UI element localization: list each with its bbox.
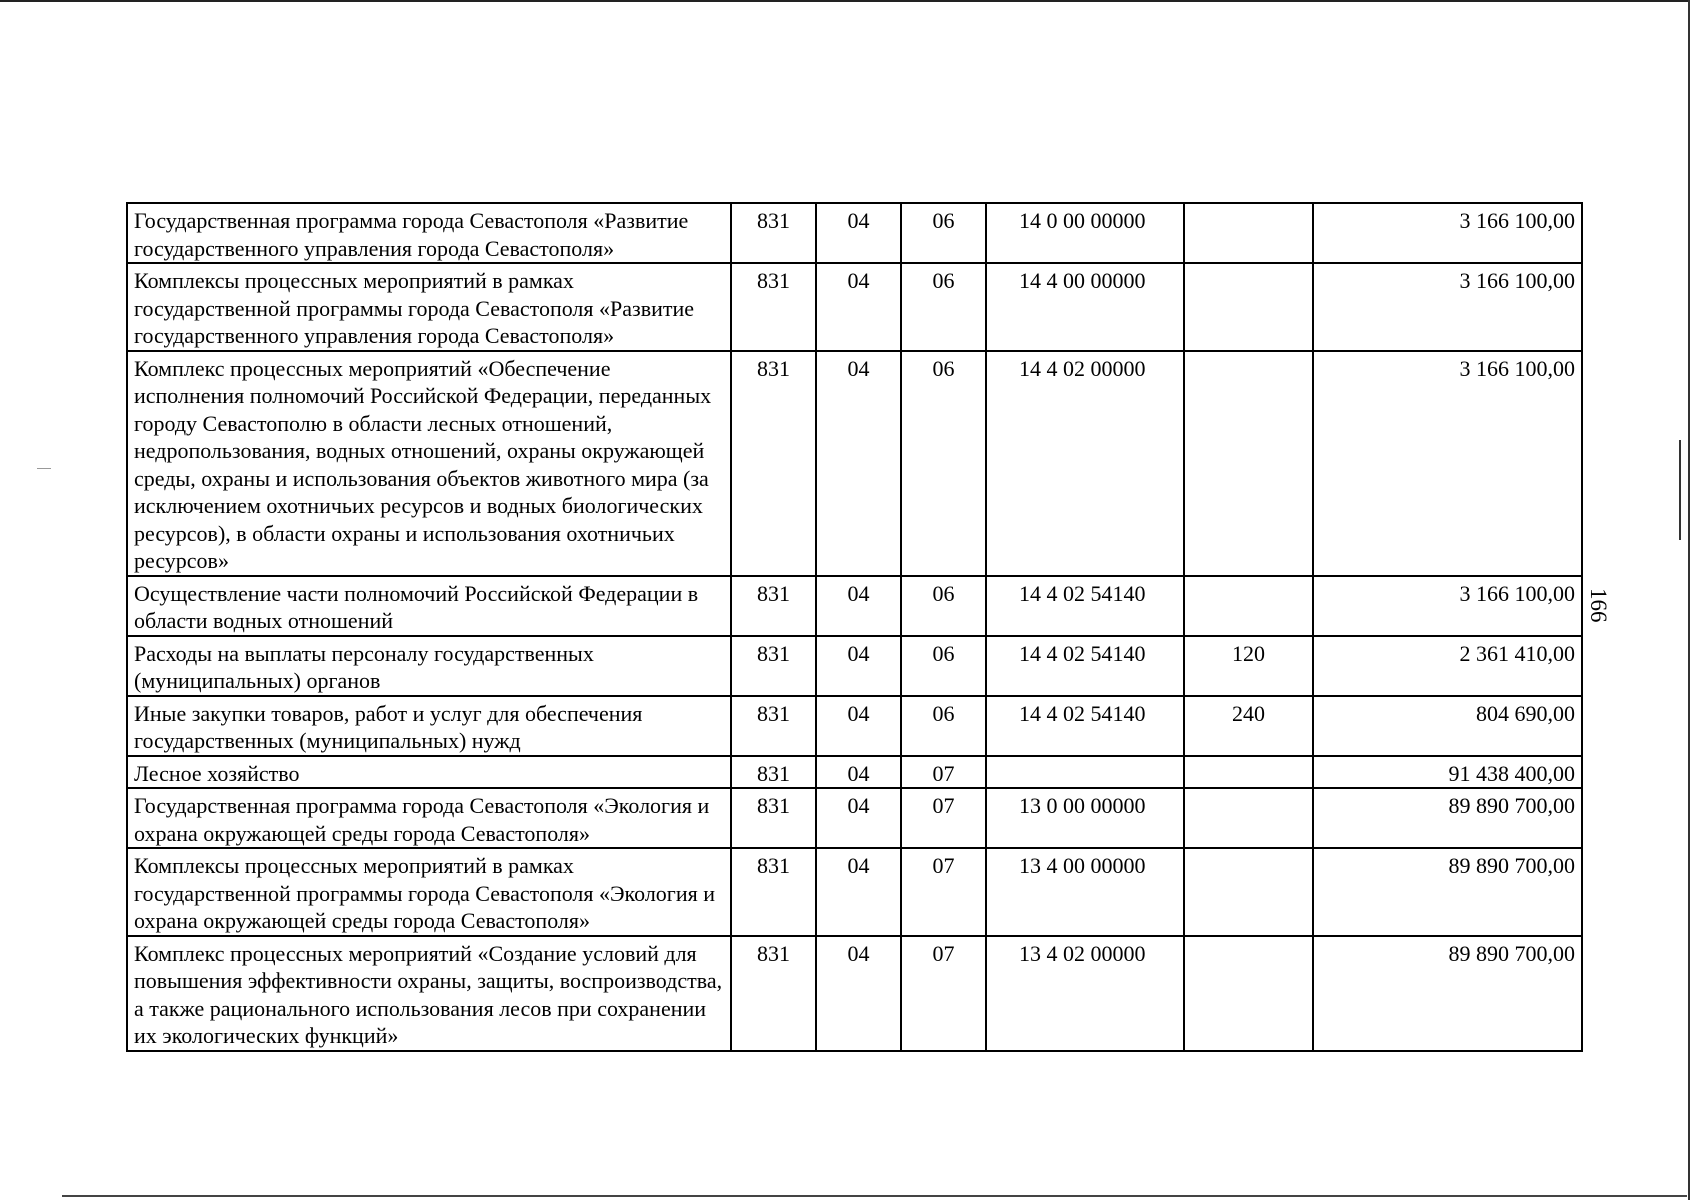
section-code-cell: 04: [816, 788, 901, 848]
target-article-cell: [986, 756, 1184, 789]
table-row: [127, 936, 1582, 1051]
amount-cell: 3 166 100,00: [1313, 576, 1582, 636]
expense-type-cell: [1184, 848, 1313, 936]
ministry-code-cell: 831: [731, 263, 816, 351]
table-row: [127, 756, 1582, 789]
section-code-cell: 04: [816, 576, 901, 636]
subsection-code-cell: 06: [901, 351, 986, 576]
page-number: 166: [1586, 588, 1611, 623]
subsection-code-cell: 06: [901, 576, 986, 636]
table-row: [127, 696, 1582, 756]
subsection-code-cell: 06: [901, 263, 986, 351]
section-code-cell: 04: [816, 756, 901, 789]
section-code-cell: 04: [816, 696, 901, 756]
target-article-cell: 14 4 00 00000: [986, 263, 1184, 351]
target-article-cell: 14 4 02 00000: [986, 351, 1184, 576]
section-code-cell: 04: [816, 203, 901, 263]
row-name-cell: Лесное хозяйство: [127, 756, 731, 789]
amount-cell: 91 438 400,00: [1313, 756, 1582, 789]
amount-cell: 3 166 100,00: [1313, 351, 1582, 576]
expense-type-cell: 240: [1184, 696, 1313, 756]
ministry-code-cell: 831: [731, 576, 816, 636]
row-name-cell: Государственная программа города Севастополя «Экология и охрана окружающей среды города Севастополя»: [127, 788, 731, 848]
target-article-cell: 14 4 02 54140: [986, 636, 1184, 696]
subsection-code-cell: 07: [901, 936, 986, 1051]
subsection-code-cell: 07: [901, 848, 986, 936]
ministry-code-cell: 831: [731, 788, 816, 848]
expense-type-cell: [1184, 788, 1313, 848]
section-code-cell: 04: [816, 936, 901, 1051]
table-row: [127, 788, 1582, 848]
section-code-cell: 04: [816, 351, 901, 576]
table-row: [127, 263, 1582, 351]
subsection-code-cell: 06: [901, 696, 986, 756]
target-article-cell: 14 0 00 00000: [986, 203, 1184, 263]
ministry-code-cell: 831: [731, 696, 816, 756]
expense-type-cell: [1184, 936, 1313, 1051]
table-row: [127, 351, 1582, 576]
expense-type-cell: [1184, 263, 1313, 351]
target-article-cell: 14 4 02 54140: [986, 696, 1184, 756]
table-row: [127, 203, 1582, 263]
row-name-cell: Комплекс процессных мероприятий «Обеспечение исполнения полномочий Российской Федерации, переданных городу Севастополю в области лесных отношений, недропользования, водных отношений, охраны окружающей среды, охраны и использования объектов животного мира (за исключением охотничьих ресурсов и водных биологических ресурсов), в области охраны и использования охотничьих ресурсов»: [127, 351, 731, 576]
row-name-cell: Комплекс процессных мероприятий «Создание условий для повышения эффективности охраны, защиты, воспроизводства, а также рационального использования лесов при сохранении их экологических функций»: [127, 936, 731, 1051]
section-code-cell: 04: [816, 636, 901, 696]
section-code-cell: 04: [816, 263, 901, 351]
amount-cell: 89 890 700,00: [1313, 788, 1582, 848]
expense-type-cell: [1184, 576, 1313, 636]
scan-mark: [1679, 440, 1681, 540]
amount-cell: 3 166 100,00: [1313, 263, 1582, 351]
amount-cell: 89 890 700,00: [1313, 848, 1582, 936]
target-article-cell: 13 0 00 00000: [986, 788, 1184, 848]
table-row: [127, 576, 1582, 636]
scan-line: [62, 1195, 1687, 1197]
row-name-cell: Государственная программа города Севастополя «Развитие государственного управления города Севастополя»: [127, 203, 731, 263]
ministry-code-cell: 831: [731, 848, 816, 936]
subsection-code-cell: 07: [901, 788, 986, 848]
scan-mark: [37, 468, 51, 469]
budget-table: [126, 202, 1583, 1052]
row-name-cell: Расходы на выплаты персоналу государственных (муниципальных) органов: [127, 636, 731, 696]
target-article-cell: 14 4 02 54140: [986, 576, 1184, 636]
target-article-cell: 13 4 00 00000: [986, 848, 1184, 936]
target-article-cell: 13 4 02 00000: [986, 936, 1184, 1051]
row-name-cell: Осуществление части полномочий Российской Федерации в области водных отношений: [127, 576, 731, 636]
row-name-cell: Комплексы процессных мероприятий в рамках государственной программы города Севастополя «Экология и охрана окружающей среды города Севастополя»: [127, 848, 731, 936]
amount-cell: 804 690,00: [1313, 696, 1582, 756]
subsection-code-cell: 07: [901, 756, 986, 789]
expense-type-cell: [1184, 351, 1313, 576]
row-name-cell: Комплексы процессных мероприятий в рамках государственной программы города Севастополя «Развитие государственного управления города Севастополя»: [127, 263, 731, 351]
ministry-code-cell: 831: [731, 756, 816, 789]
ministry-code-cell: 831: [731, 351, 816, 576]
amount-cell: 2 361 410,00: [1313, 636, 1582, 696]
expense-type-cell: [1184, 756, 1313, 789]
ministry-code-cell: 831: [731, 636, 816, 696]
ministry-code-cell: 831: [731, 203, 816, 263]
section-code-cell: 04: [816, 848, 901, 936]
expense-type-cell: [1184, 203, 1313, 263]
amount-cell: 3 166 100,00: [1313, 203, 1582, 263]
subsection-code-cell: 06: [901, 203, 986, 263]
row-name-cell: Иные закупки товаров, работ и услуг для обеспечения государственных (муниципальных) нужд: [127, 696, 731, 756]
subsection-code-cell: 06: [901, 636, 986, 696]
table-body: [127, 203, 1582, 1051]
page-border-top: [0, 0, 1690, 2]
table-row: [127, 636, 1582, 696]
ministry-code-cell: 831: [731, 936, 816, 1051]
table-row: [127, 848, 1582, 936]
expense-type-cell: 120: [1184, 636, 1313, 696]
amount-cell: 89 890 700,00: [1313, 936, 1582, 1051]
